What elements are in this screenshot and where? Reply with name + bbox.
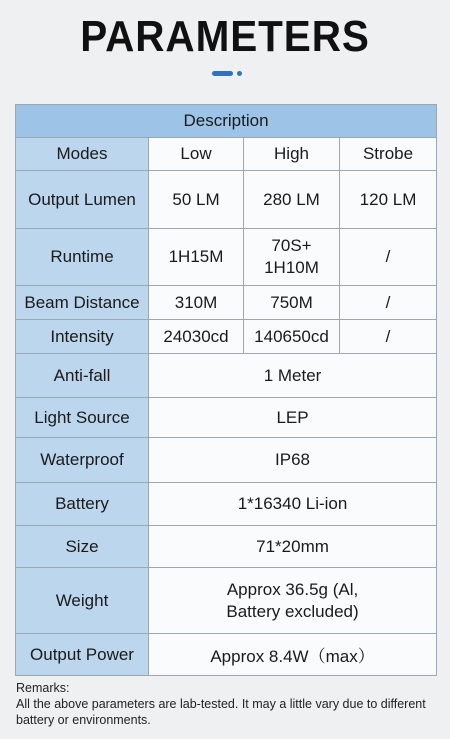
page-title: PARAMETERS bbox=[80, 12, 370, 61]
table-cell: 280 LM bbox=[244, 171, 340, 229]
table-cell: 140650cd bbox=[244, 320, 340, 354]
table-row bbox=[16, 229, 437, 286]
remarks bbox=[16, 680, 441, 728]
table-row bbox=[16, 138, 437, 171]
table-row bbox=[16, 105, 437, 138]
mode-high-header: High bbox=[244, 138, 340, 171]
runtime-high-line1: 70S+ bbox=[271, 236, 312, 255]
table-row bbox=[16, 286, 437, 320]
row-label: Battery bbox=[16, 483, 149, 526]
row-label: Output Power bbox=[16, 634, 149, 676]
table-cell bbox=[149, 568, 437, 634]
mode-low-header: Low bbox=[149, 138, 244, 171]
table-row bbox=[16, 438, 437, 483]
table-cell: 750M bbox=[244, 286, 340, 320]
weight-line1: Approx 36.5g (Al, bbox=[226, 579, 359, 599]
table-row bbox=[16, 568, 437, 634]
table-cell: LEP bbox=[149, 398, 437, 438]
table-row bbox=[16, 398, 437, 438]
table-cell: 71*20mm bbox=[149, 526, 437, 568]
mode-strobe-header: Strobe bbox=[340, 138, 437, 171]
table-row bbox=[16, 483, 437, 526]
table-cell: 1 Meter bbox=[149, 354, 437, 398]
row-label: Output Lumen bbox=[16, 171, 149, 229]
table-row bbox=[16, 320, 437, 354]
description-header: Description bbox=[16, 105, 437, 138]
row-label: Waterproof bbox=[16, 438, 149, 483]
table-cell: 50 LM bbox=[149, 171, 244, 229]
row-label: Size bbox=[16, 526, 149, 568]
table-cell: 24030cd bbox=[149, 320, 244, 354]
table-row bbox=[16, 634, 437, 676]
remarks-text: All the above parameters are lab-tested. It may a little vary due to different battery or environments. bbox=[16, 697, 426, 727]
table-cell: / bbox=[340, 320, 437, 354]
table-cell bbox=[244, 229, 340, 286]
table-cell: 1*16340 Li-ion bbox=[149, 483, 437, 526]
table-cell: / bbox=[340, 286, 437, 320]
row-label: Weight bbox=[16, 568, 149, 634]
table-cell: / bbox=[340, 229, 437, 286]
row-label: Runtime bbox=[16, 229, 149, 286]
table-row bbox=[16, 354, 437, 398]
weight-line2: Battery excluded) bbox=[226, 601, 359, 621]
table-cell: 1H15M bbox=[149, 229, 244, 286]
table-cell: 310M bbox=[149, 286, 244, 320]
runtime-high-line2: 1H10M bbox=[264, 258, 319, 277]
table-cell: IP68 bbox=[149, 438, 437, 483]
title-accent-dash bbox=[212, 71, 233, 76]
row-label: Intensity bbox=[16, 320, 149, 354]
parameters-table bbox=[15, 104, 437, 676]
table-row bbox=[16, 171, 437, 229]
row-label: Light Source bbox=[16, 398, 149, 438]
title-accent-dot bbox=[237, 71, 242, 76]
table-cell: 120 LM bbox=[340, 171, 437, 229]
remarks-heading: Remarks: bbox=[16, 681, 70, 695]
modes-header: Modes bbox=[16, 138, 149, 171]
row-label: Anti-fall bbox=[16, 354, 149, 398]
table-cell: Approx 8.4W（max） bbox=[149, 634, 437, 676]
row-label: Beam Distance bbox=[16, 286, 149, 320]
table-row bbox=[16, 526, 437, 568]
